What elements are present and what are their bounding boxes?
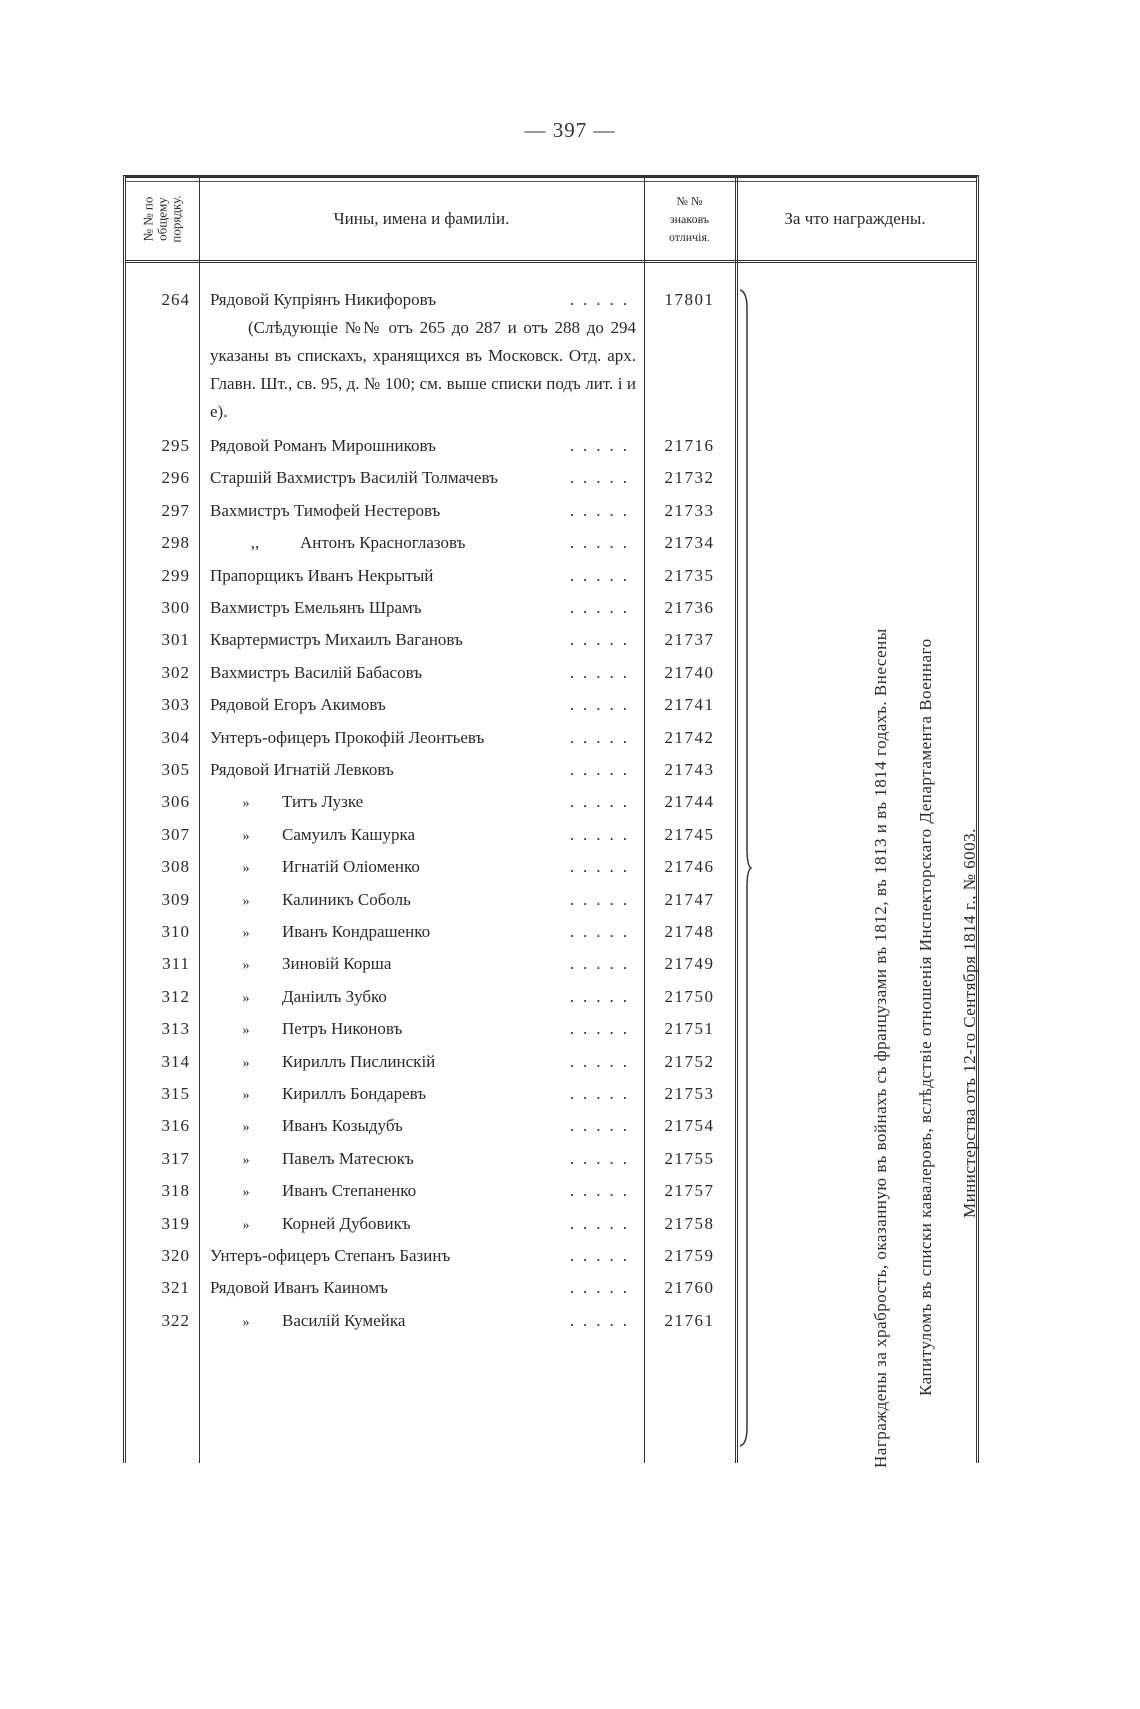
sign-number: 21760 xyxy=(664,1278,715,1298)
table-row xyxy=(126,432,735,464)
name-text: Вахмистръ Тимофей Нестеровъ xyxy=(210,500,441,520)
table-row xyxy=(126,626,735,658)
order-number: 314 xyxy=(161,1051,190,1071)
dot-leader: ..... xyxy=(569,1148,636,1168)
order-number: 300 xyxy=(161,598,190,617)
ditto-mark: » xyxy=(242,1152,250,1168)
sign-number: 17801 xyxy=(664,290,715,309)
ditto-mark: » xyxy=(242,990,250,1006)
dot-leader: ..... xyxy=(569,922,636,941)
order-number: 308 xyxy=(161,857,190,877)
table-row xyxy=(126,1112,735,1144)
order-number: 322 xyxy=(161,1310,190,1330)
dot-leader: ..... xyxy=(569,436,636,455)
dot-leader: ..... xyxy=(569,1310,636,1330)
order-number: 297 xyxy=(161,500,190,520)
name-text: Рядовой Иванъ Каиномъ xyxy=(210,1278,388,1298)
order-number: 317 xyxy=(161,1148,190,1168)
header-line: № № по xyxy=(140,196,156,242)
table-row xyxy=(126,1274,735,1306)
dot-leader: ..... xyxy=(569,1116,636,1136)
name-text: Рядовой Романъ Мирошниковъ xyxy=(210,436,436,455)
order-number: 320 xyxy=(161,1246,190,1265)
dot-leader: ..... xyxy=(569,760,636,779)
ditto-mark: » xyxy=(242,958,250,974)
dot-leader: ..... xyxy=(569,500,636,520)
table-row xyxy=(126,1177,735,1209)
dot-leader: ..... xyxy=(569,598,636,617)
sign-number: 21748 xyxy=(664,922,715,941)
dot-leader: ..... xyxy=(569,565,636,585)
order-number: 296 xyxy=(161,468,190,488)
sign-number: 21741 xyxy=(664,695,715,715)
name-text: Самуилъ Кашурка xyxy=(282,824,416,844)
ditto-mark: » xyxy=(242,1088,250,1103)
name-text: Квартермистръ Михаилъ Вагановъ xyxy=(210,630,463,650)
header-line: порядку. xyxy=(168,195,184,243)
table-row xyxy=(126,788,735,820)
dot-leader: ..... xyxy=(569,824,636,844)
header-names: Чины, имена и фамиліи. xyxy=(333,209,510,228)
header-order-number xyxy=(126,178,199,260)
name-text: Иванъ Степаненко xyxy=(282,1181,417,1201)
sign-number: 21735 xyxy=(664,565,715,585)
order-number: 298 xyxy=(161,533,190,553)
sign-number: 21746 xyxy=(664,857,715,877)
order-number: 311 xyxy=(162,954,190,974)
header-line: общему xyxy=(154,197,170,241)
page-number: — 397 — xyxy=(524,118,616,142)
header-line: знаковъ xyxy=(669,212,710,226)
dot-leader: ..... xyxy=(569,468,636,488)
order-number: 315 xyxy=(161,1084,190,1103)
sign-number: 21759 xyxy=(664,1246,715,1265)
sign-number: 21740 xyxy=(664,662,715,682)
sign-number: 21737 xyxy=(664,630,715,650)
order-number: 303 xyxy=(161,695,190,715)
ditto-mark: » xyxy=(242,926,250,941)
award-table xyxy=(123,175,979,1468)
dot-leader: ..... xyxy=(569,986,636,1006)
ditto-mark: » xyxy=(242,861,250,877)
ditto-mark: » xyxy=(242,828,250,844)
dot-leader: ..... xyxy=(569,1051,636,1071)
ditto-mark: » xyxy=(242,1217,250,1233)
order-number: 309 xyxy=(161,889,190,909)
sign-number: 21754 xyxy=(664,1116,715,1136)
dot-leader: ..... xyxy=(569,662,636,682)
sign-number: 21757 xyxy=(664,1181,715,1201)
order-number: 313 xyxy=(161,1019,190,1039)
table-row xyxy=(126,886,735,918)
name-text: Рядовой Егоръ Акимовъ xyxy=(210,695,386,715)
ditto-mark: » xyxy=(242,796,250,812)
dot-leader: ..... xyxy=(569,727,636,747)
sign-number: 21744 xyxy=(664,792,715,812)
order-number: 316 xyxy=(161,1116,190,1136)
table-row xyxy=(126,950,735,982)
name-text: Павелъ Матесюкъ xyxy=(282,1148,414,1168)
sign-number: 21755 xyxy=(664,1148,715,1168)
sign-number: 21750 xyxy=(664,986,715,1006)
table-row xyxy=(126,659,735,691)
table-row xyxy=(126,1145,735,1177)
reason-line-3: Министерства отъ 12-го Сентября 1814 г., № 6003. xyxy=(960,828,979,1218)
table-row xyxy=(126,724,735,756)
name-text: Василій Кумейка xyxy=(282,1310,406,1330)
dot-leader: ..... xyxy=(569,792,636,812)
table-row xyxy=(126,464,735,496)
name-text: Корней Дубовикъ xyxy=(282,1213,411,1233)
order-number: 302 xyxy=(161,662,190,682)
table-row xyxy=(126,691,735,723)
sign-number: 21752 xyxy=(664,1051,715,1071)
reason-line-1: Награждены за храбрость, оказанную въ войнахъ съ французами въ 1812, въ 1813 и въ 1814 годахъ. Внесены xyxy=(871,628,890,1468)
name-text: Зиновій Корша xyxy=(282,954,392,974)
dot-leader: ..... xyxy=(569,1084,636,1103)
name-text: Калиникъ Соболь xyxy=(282,889,411,909)
header-sign-numbers xyxy=(644,178,735,260)
sign-number: 21743 xyxy=(664,760,715,779)
table-row xyxy=(126,1307,735,1339)
order-number: 301 xyxy=(161,630,190,650)
order-number: 295 xyxy=(161,436,190,455)
name-text: Иванъ Кондрашенко xyxy=(282,922,431,941)
sign-number: 21747 xyxy=(664,889,715,909)
name-text: Унтеръ-офицеръ Степанъ Базинъ xyxy=(210,1246,451,1265)
ditto-mark: » xyxy=(242,1023,250,1039)
table-row xyxy=(126,594,735,626)
table-row xyxy=(126,918,735,950)
order-number: 264 xyxy=(161,290,190,309)
dot-leader: ..... xyxy=(569,1181,636,1201)
table-row xyxy=(126,1080,735,1112)
sign-number: 21716 xyxy=(664,436,715,455)
ditto-mark: » xyxy=(242,893,250,909)
header-reason: За что награждены. xyxy=(784,209,926,228)
dot-leader: ..... xyxy=(569,630,636,650)
dot-leader: ..... xyxy=(569,1213,636,1233)
ditto-mark: » xyxy=(242,1185,250,1201)
sign-number: 21734 xyxy=(664,533,715,553)
sign-number: 21758 xyxy=(664,1213,715,1233)
order-number: 304 xyxy=(161,727,190,747)
dot-leader: ..... xyxy=(569,889,636,909)
note-text: (Слѣдующіе №№ отъ 265 до 287 и отъ 288 до 294 указаны въ спискахъ, хранящихся въ Московск. Отд. арх. Главн. Шт., св. 95, д. № 100; см. выше списки подъ лит. i и e). xyxy=(210,318,636,421)
name-text: Унтеръ-офицеръ Прокофій Леонтьевъ xyxy=(210,727,485,747)
order-number: 318 xyxy=(161,1181,190,1201)
order-number: 299 xyxy=(161,565,190,585)
order-number: 305 xyxy=(161,760,190,779)
dot-leader: ..... xyxy=(569,533,636,553)
name-text: Иванъ Козыдубъ xyxy=(282,1116,403,1136)
sign-number: 21736 xyxy=(664,598,715,617)
name-text: Петръ Никоновъ xyxy=(282,1019,403,1039)
table-row xyxy=(126,1210,735,1242)
order-number: 319 xyxy=(161,1213,190,1233)
table-row xyxy=(126,1015,735,1047)
sign-number: 21749 xyxy=(664,954,715,974)
dot-leader: ..... xyxy=(569,1246,636,1265)
table-row xyxy=(126,1048,735,1080)
name-text: Старшій Вахмистръ Василій Толмачевъ xyxy=(210,468,498,488)
sign-number: 21733 xyxy=(664,500,715,520)
sign-number: 21751 xyxy=(664,1019,715,1039)
table-row xyxy=(126,853,735,885)
table-row xyxy=(126,821,735,853)
sign-number: 21761 xyxy=(664,1310,715,1330)
name-text: Рядовой Игнатій Левковъ xyxy=(210,760,394,779)
reason-line-2: Капитуломъ въ списки кавалеровъ, вслѣдствіе отношенія Инспекторскаго Департамента Военнаго xyxy=(916,638,935,1396)
name-text: Вахмистръ Емельянъ Шрамъ xyxy=(210,598,422,617)
name-text: Прапорщикъ Иванъ Некрытый xyxy=(210,565,434,585)
order-number: 310 xyxy=(161,922,190,941)
name-text: Титъ Лузке xyxy=(282,792,364,812)
dot-leader: ..... xyxy=(569,1019,636,1039)
dot-leader: ..... xyxy=(569,1278,636,1298)
table-row xyxy=(126,756,735,788)
note-paragraph xyxy=(210,314,636,426)
sign-number: 21753 xyxy=(664,1084,715,1103)
table-row xyxy=(126,497,735,529)
header-line: № № xyxy=(676,194,703,208)
brace-icon xyxy=(738,288,752,1448)
name-text: Игнатій Оліоменко xyxy=(282,857,420,877)
order-number: 321 xyxy=(161,1278,190,1298)
name-text: Антонъ Красноглазовъ xyxy=(300,533,466,553)
ditto-mark: » xyxy=(242,1314,250,1330)
name-text: Кириллъ Пислинскій xyxy=(282,1051,436,1071)
order-number: 307 xyxy=(161,824,190,844)
sign-number: 21742 xyxy=(664,727,715,747)
ditto-mark: » xyxy=(242,1120,250,1136)
name-text: Вахмистръ Василій Бабасовъ xyxy=(210,662,422,682)
sign-number: 21732 xyxy=(664,468,715,488)
order-number: 306 xyxy=(161,792,190,812)
dot-leader: ..... xyxy=(569,954,636,974)
name-text: Кириллъ Бондаревъ xyxy=(282,1084,427,1103)
table-row xyxy=(126,529,735,561)
ditto-mark: » xyxy=(242,1055,250,1071)
dot-leader: ..... xyxy=(569,695,636,715)
order-number: 312 xyxy=(161,986,190,1006)
table-row xyxy=(126,562,735,594)
header-line: отличія. xyxy=(668,230,711,244)
name-text: Даніилъ Зубко xyxy=(282,986,387,1006)
table-row xyxy=(126,983,735,1015)
ditto-mark: ,, xyxy=(250,533,260,553)
table-row xyxy=(126,1242,735,1274)
dot-leader: ..... xyxy=(569,857,636,877)
table-header xyxy=(126,178,976,263)
dot-leader: ..... xyxy=(569,290,636,309)
name-text: Рядовой Купріянъ Никифоровъ xyxy=(210,290,437,309)
sign-number: 21745 xyxy=(664,824,715,844)
